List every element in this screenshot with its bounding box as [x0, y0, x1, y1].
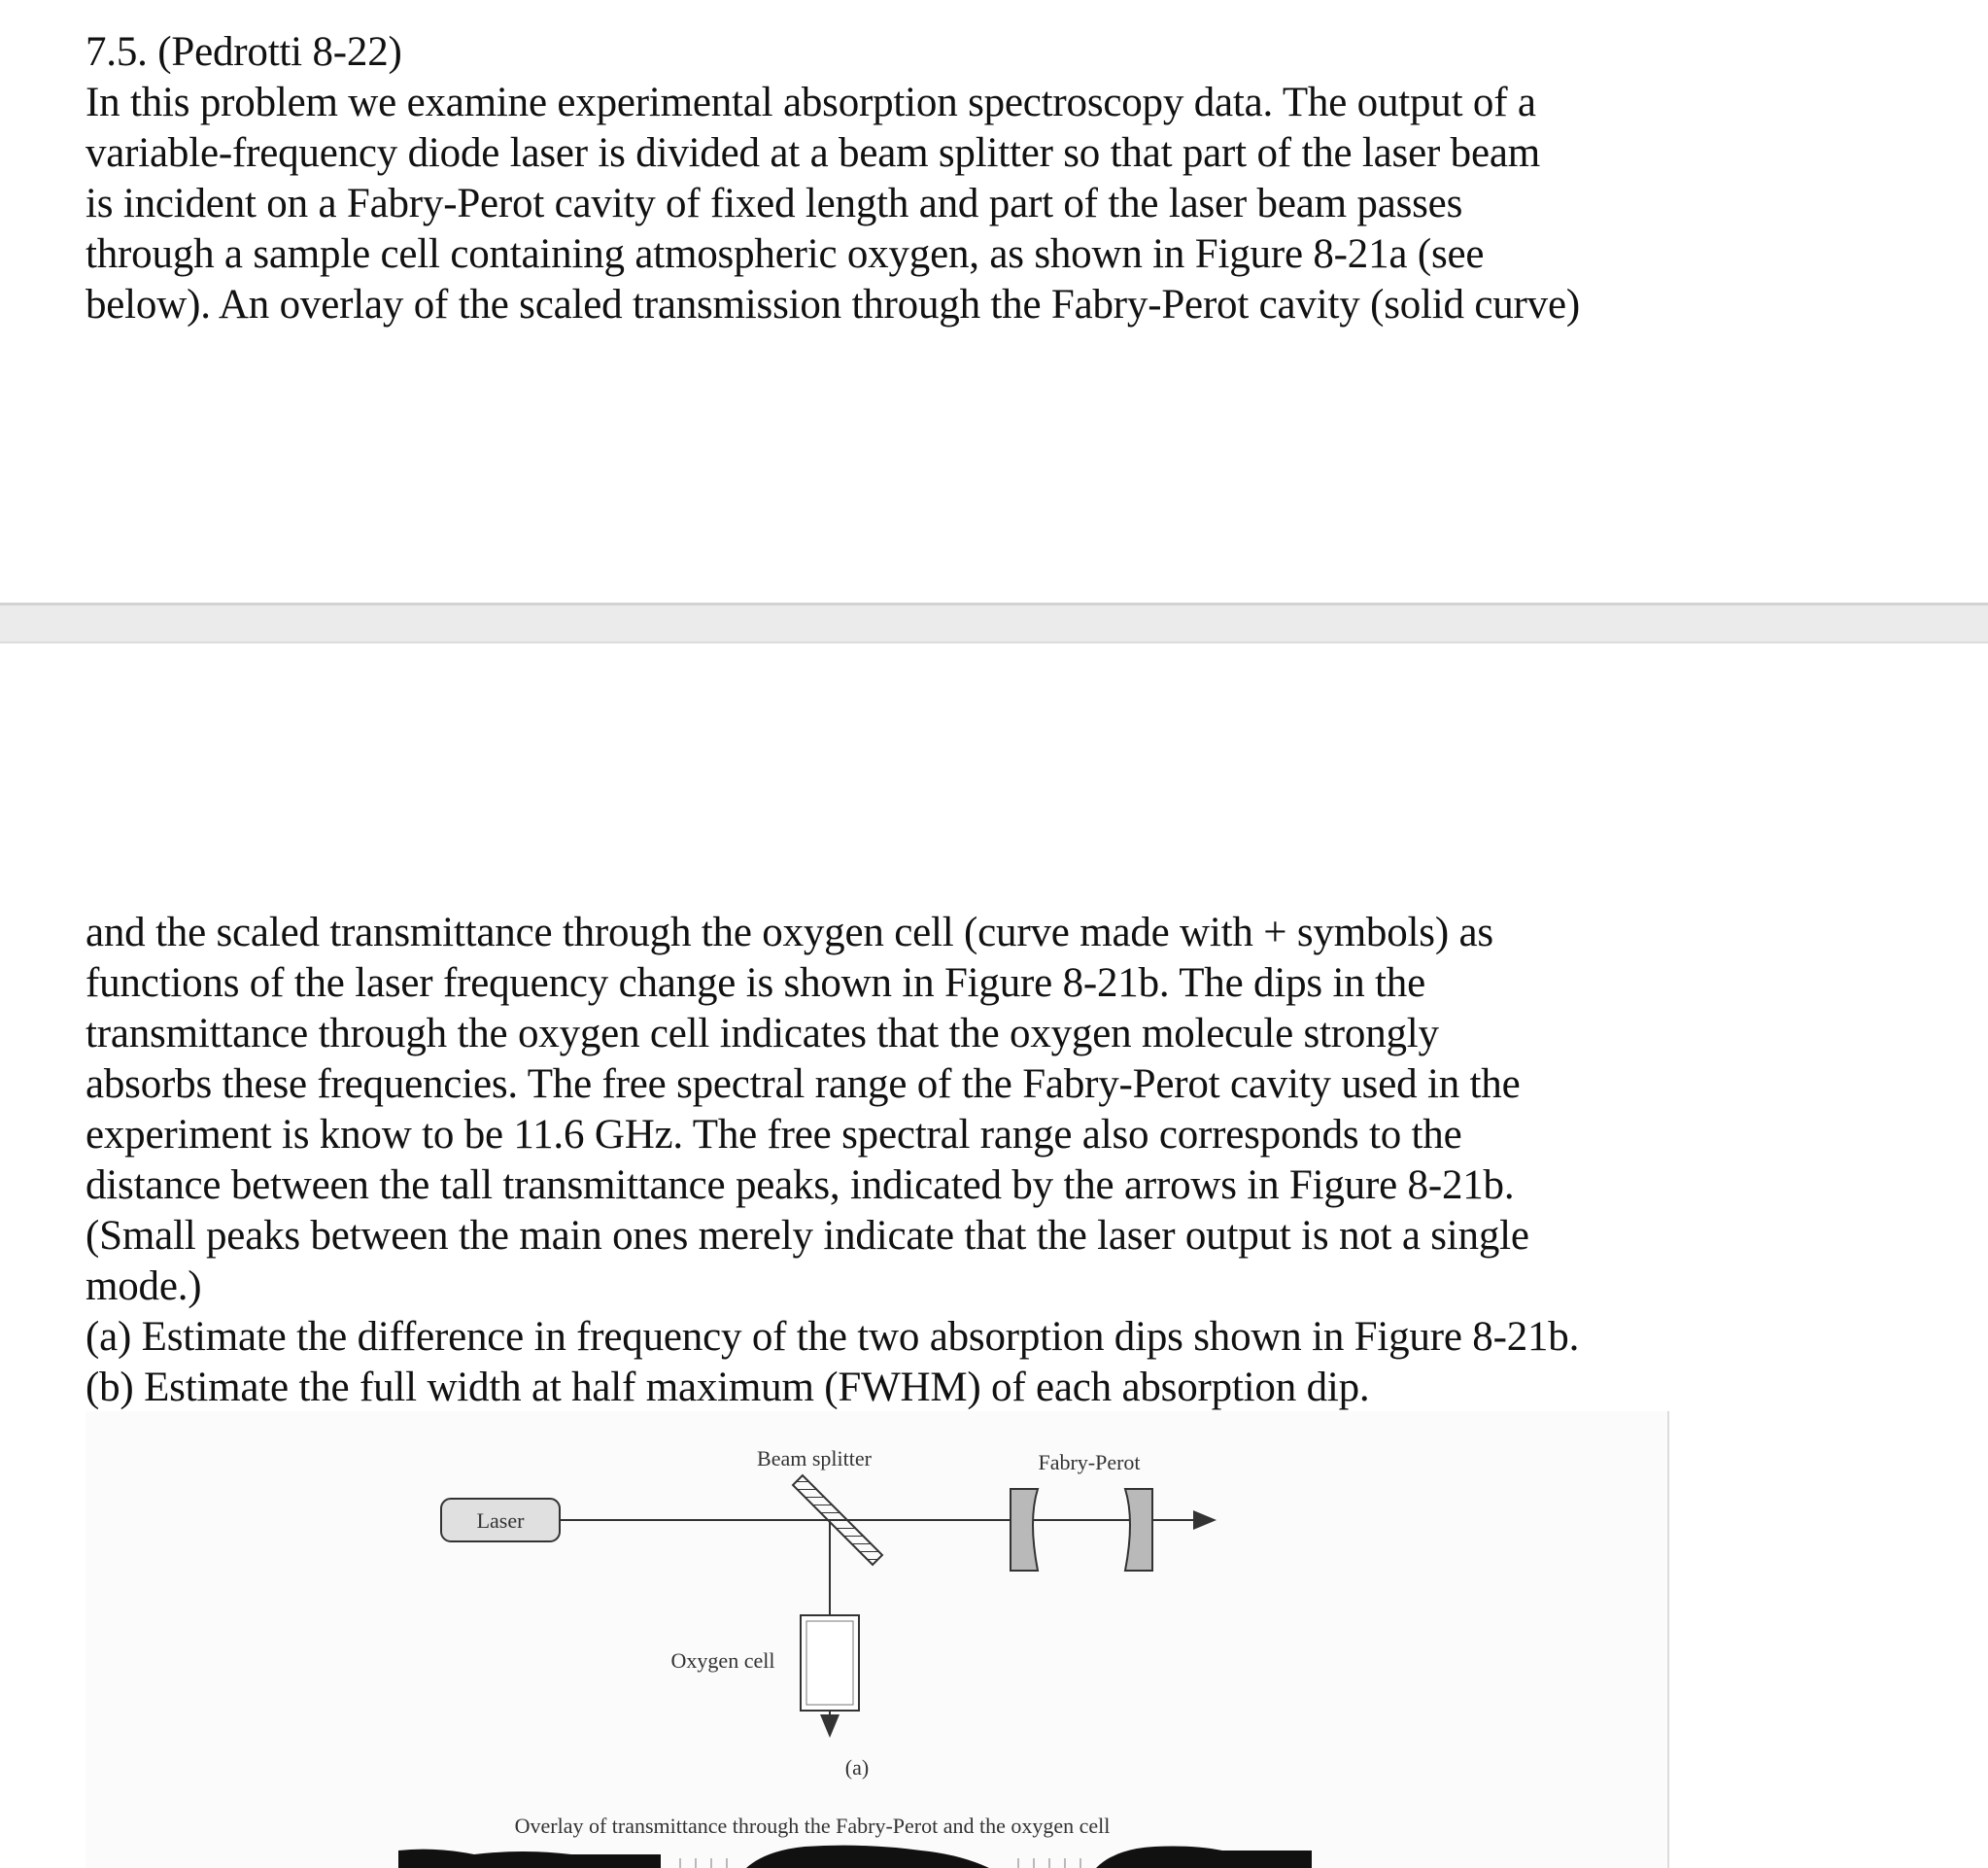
page-separator [0, 603, 1988, 643]
text-line: is incident on a Fabry-Perot cavity of fixed length and part of the laser beam passes [86, 181, 1463, 226]
laser-label: Laser [476, 1508, 525, 1533]
text-line: In this problem we examine experimental absorption spectroscopy data. The output of a [86, 80, 1536, 125]
text-line: distance between the tall transmittance peaks, indicated by the arrows in Figure 8-21b. [86, 1162, 1515, 1208]
fabry-perot-mirror-left [1011, 1489, 1038, 1571]
text-line: experiment is know to be 11.6 GHz. The free spectral range also corresponds to the [86, 1112, 1462, 1158]
question-a: (a) Estimate the difference in frequency of the two absorption dips shown in Figure 8-21b. [86, 1314, 1580, 1360]
text-line: through a sample cell containing atmospheric oxygen, as shown in Figure 8-21a (see [86, 231, 1485, 277]
text-line: absorbs these frequencies. The free spectral range of the Fabry-Perot cavity used in the [86, 1061, 1521, 1107]
text-line: functions of the laser frequency change is shown in Figure 8-21b. The dips in the [86, 960, 1425, 1006]
fabry-perot-mirror-right [1125, 1489, 1152, 1571]
page-top [0, 0, 1988, 603]
text-line: and the scaled transmittance through the oxygen cell (curve made with + symbols) as [86, 910, 1493, 955]
problem-text-top [86, 27, 1883, 330]
text-line: mode.) [86, 1263, 202, 1309]
figure-8-21 [86, 1411, 1669, 1868]
problem-text-bottom [86, 908, 1883, 1413]
oxygen-cell-label: Oxygen cell [670, 1648, 775, 1673]
overlay-chart-top-edge [398, 1846, 1312, 1868]
text-line: (Small peaks between the main ones merely indicate that the laser output is not a single [86, 1213, 1529, 1259]
text-line: below). An overlay of the scaled transmission through the Fabry-Perot cavity (solid curve) [86, 282, 1580, 328]
text-line: variable-frequency diode laser is divided at a beam splitter so that part of the laser beam [86, 130, 1540, 176]
overlay-chart-title: Overlay of transmittance through the Fabry-Perot and the oxygen cell [514, 1814, 1111, 1838]
experiment-diagram [86, 1411, 1667, 1868]
text-line: transmittance through the oxygen cell indicates that the oxygen molecule strongly [86, 1011, 1439, 1056]
fabry-perot-label: Fabry-Perot [1038, 1450, 1141, 1474]
problem-title: 7.5. (Pedrotti 8-22) [86, 29, 402, 75]
beam-splitter-label: Beam splitter [757, 1446, 872, 1470]
oxygen-cell [801, 1615, 859, 1711]
question-b: (b) Estimate the full width at half maximum (FWHM) of each absorption dip. [86, 1365, 1370, 1410]
panel-a-label: (a) [844, 1755, 870, 1780]
